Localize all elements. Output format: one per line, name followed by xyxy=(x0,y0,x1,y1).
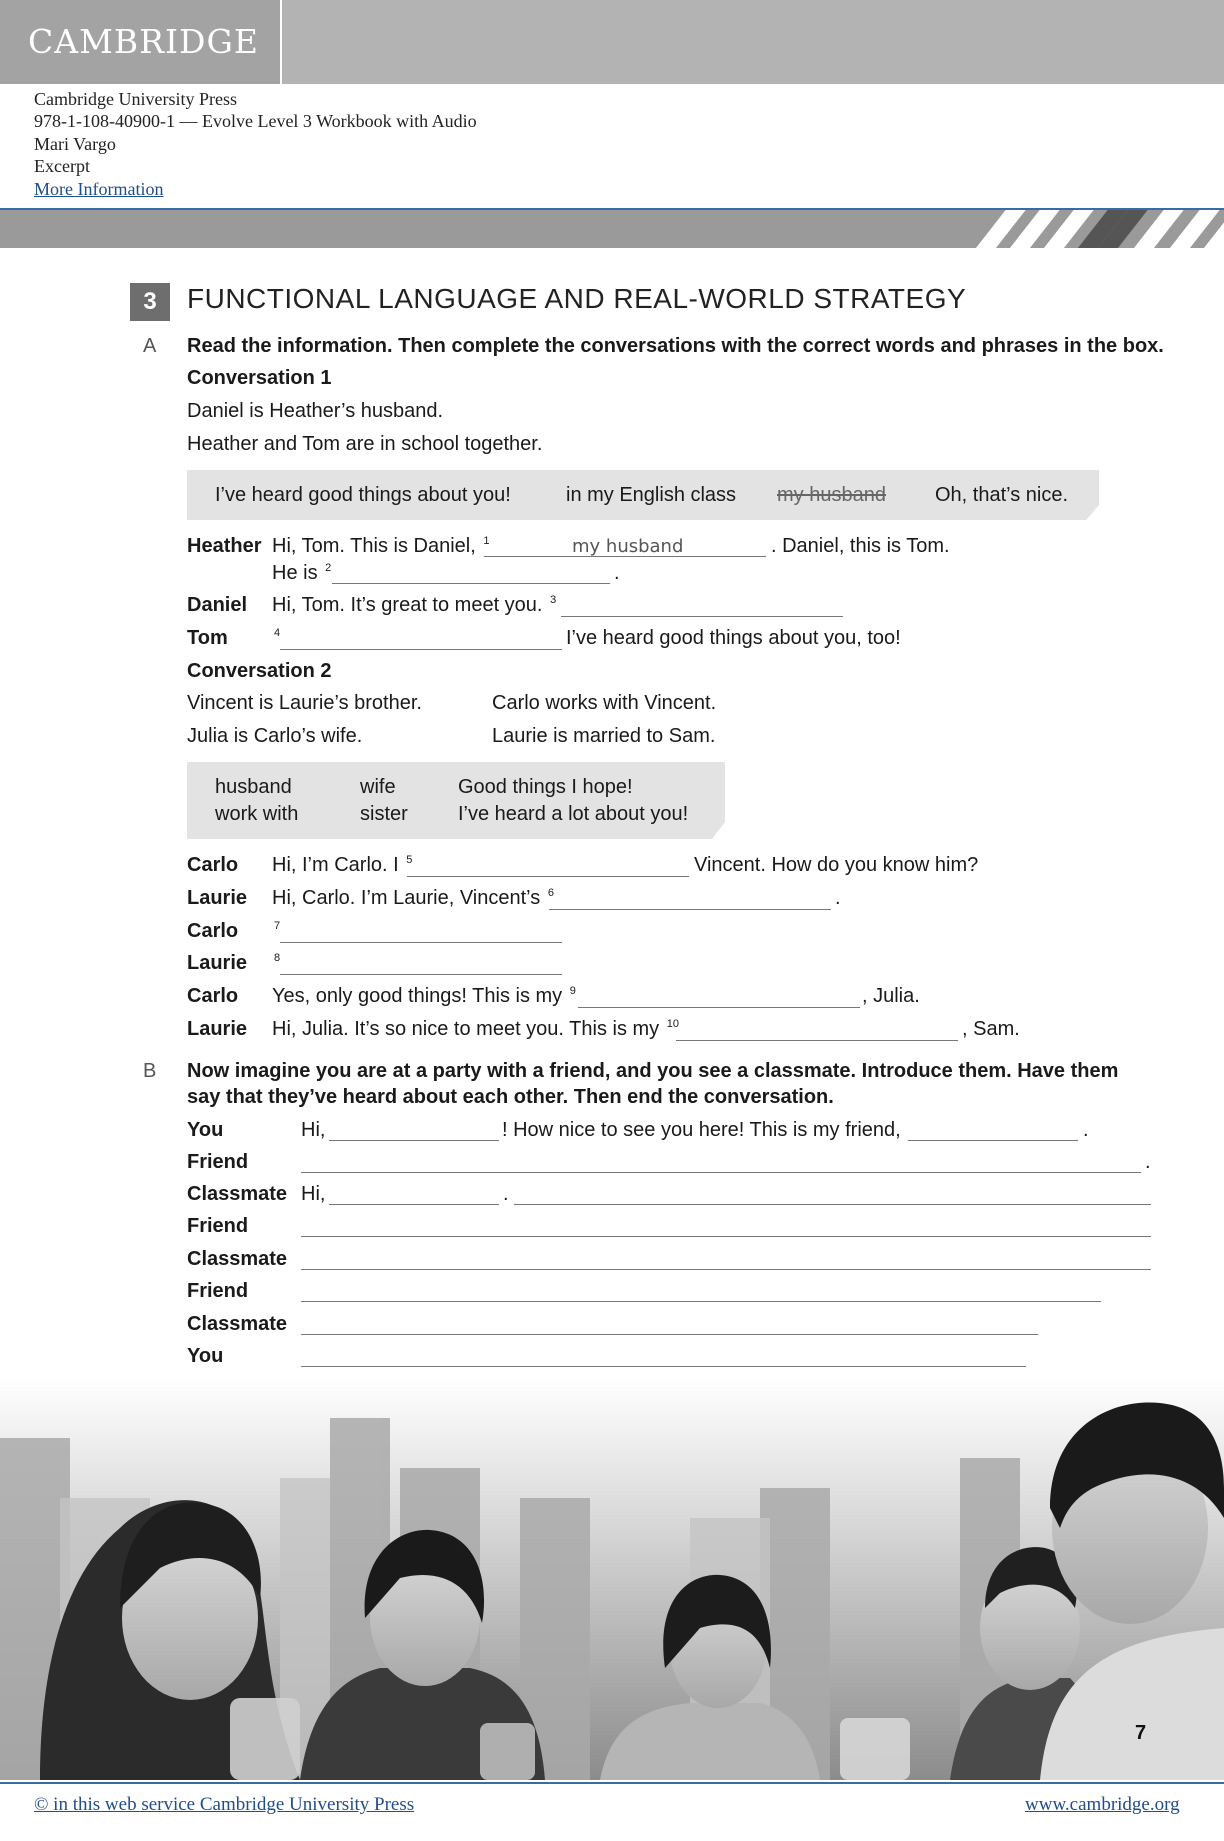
answer-blank[interactable] xyxy=(329,1140,499,1141)
isbn-title: 978-1-108-40900-1 — Evolve Level 3 Workbook with Audio xyxy=(34,111,477,131)
word-box-item: I’ve heard good things about you! xyxy=(215,484,511,506)
word-box-item-crossed: my husband xyxy=(777,484,886,506)
more-information-link[interactable]: More Information xyxy=(34,179,164,199)
speaker-label: Friend xyxy=(187,1215,249,1237)
publisher: Cambridge University Press xyxy=(34,89,237,109)
dialogue-line-end: , Sam. xyxy=(962,1018,1020,1040)
word-box-item: husband xyxy=(215,776,292,798)
footer-rule xyxy=(0,1782,1224,1784)
author: Mari Vargo xyxy=(34,134,116,154)
answer-blank[interactable] xyxy=(329,1204,499,1205)
speaker-label: Classmate xyxy=(187,1313,288,1335)
website-link[interactable]: www.cambridge.org xyxy=(1025,1794,1180,1815)
answer-blank[interactable] xyxy=(514,1204,1151,1205)
dialogue-line-end: . xyxy=(614,562,620,584)
logo-text: CAMBRIDGE xyxy=(28,22,259,61)
word-box-item: Good things I hope! xyxy=(458,776,633,798)
part-b-instruction: say that they’ve heard about each other. Then end the conversation. xyxy=(187,1086,834,1108)
cambridge-logo xyxy=(0,0,282,84)
answer-blank-3[interactable] xyxy=(561,616,843,617)
answer-blank[interactable] xyxy=(301,1269,1151,1270)
dialogue-line: Hi, I’m Carlo. I $^5$ xyxy=(272,854,413,876)
dialogue-text: . xyxy=(1145,1151,1151,1173)
answer-blank-9[interactable] xyxy=(578,1007,860,1008)
word-box-item: sister xyxy=(360,803,408,825)
dialogue-line: He is $^2$ xyxy=(272,562,332,584)
word-box-item: Oh, that’s nice. xyxy=(935,484,1069,506)
conv1-info: Daniel is Heather’s husband. xyxy=(187,400,444,422)
conv2-info: Laurie is married to Sam. xyxy=(492,725,716,747)
speaker-label: Carlo xyxy=(187,854,239,876)
dialogue-line-end: I’ve heard good things about you, too! xyxy=(566,627,901,649)
dialogue-num: 7 xyxy=(274,920,281,933)
speaker-label: Friend xyxy=(187,1151,249,1173)
speaker-label: Laurie xyxy=(187,1018,248,1040)
speaker-label: Classmate xyxy=(187,1248,288,1270)
dialogue-line: Hi, Tom. This is Daniel, $^1$ xyxy=(272,535,490,557)
copyright-link[interactable]: © in this web service Cambridge University Press xyxy=(34,1794,415,1815)
answer-blank-10[interactable] xyxy=(676,1040,958,1041)
speaker-label: Laurie xyxy=(187,952,248,974)
speaker-label: Classmate xyxy=(187,1183,288,1205)
dialogue-line: Yes, only good things! This is my $^9$ xyxy=(272,985,576,1007)
part-b-instruction: Now imagine you are at a party with a friend, and you see a classmate. Introduce them. Have them xyxy=(187,1060,1119,1082)
part-a-letter: A xyxy=(143,335,157,357)
dialogue-text: . xyxy=(1083,1119,1089,1141)
answer-blank[interactable] xyxy=(908,1140,1078,1141)
word-box-item: wife xyxy=(360,776,396,798)
dialogue-text: . xyxy=(503,1183,509,1205)
speaker-label: You xyxy=(187,1119,224,1141)
dialogue-line-end: . Daniel, this is Tom. xyxy=(771,535,950,557)
part-a-instruction: Read the information. Then complete the conversations with the correct words and phrases in the box. xyxy=(187,335,1164,357)
answer-blank-2[interactable] xyxy=(332,583,610,584)
dialogue-line: Hi, Carlo. I’m Laurie, Vincent’s $^6$ xyxy=(272,887,554,909)
speaker-label: You xyxy=(187,1345,224,1367)
dialogue-text: Hi, xyxy=(301,1119,326,1141)
answer-blank[interactable] xyxy=(301,1236,1151,1237)
section-number: 3 xyxy=(130,283,170,321)
friends-photo xyxy=(0,1378,1224,1780)
dialogue-text: ! How nice to see you here! This is my friend, xyxy=(502,1119,901,1141)
speaker-label: Friend xyxy=(187,1280,249,1302)
stripe-band xyxy=(0,210,1224,248)
word-box-item: work with xyxy=(215,803,299,825)
dialogue-line: Hi, Tom. It’s great to meet you. $^3$ xyxy=(272,594,557,616)
dialogue-line-end: . xyxy=(835,887,841,909)
dialogue-line-end: , Julia. xyxy=(862,985,920,1007)
answer-blank-8[interactable] xyxy=(280,974,562,975)
conv2-info: Carlo works with Vincent. xyxy=(492,692,717,714)
section-title: FUNCTIONAL LANGUAGE AND REAL-WORLD STRATEGY xyxy=(187,283,967,314)
speaker-label: Daniel xyxy=(187,594,248,616)
conv1-info: Heather and Tom are in school together. xyxy=(187,433,543,455)
answer-blank[interactable] xyxy=(301,1366,1026,1367)
answer-blank[interactable] xyxy=(301,1334,1038,1335)
speaker-label: Carlo xyxy=(187,985,239,1007)
conversation-1-heading: Conversation 1 xyxy=(187,367,332,389)
speaker-label: Carlo xyxy=(187,920,239,942)
conversation-2-heading: Conversation 2 xyxy=(187,660,332,682)
answer-blank-5[interactable] xyxy=(407,876,689,877)
word-box-item: in my English class xyxy=(566,484,737,506)
answer-blank[interactable] xyxy=(301,1172,1141,1173)
conv2-info: Vincent is Laurie’s brother. xyxy=(187,692,422,714)
word-box-2 xyxy=(187,762,725,839)
example-answer: my husband xyxy=(572,536,684,557)
word-box-item: I’ve heard a lot about you! xyxy=(458,803,689,825)
dialogue-text: Hi, xyxy=(301,1183,326,1205)
answer-blank-4[interactable] xyxy=(280,649,562,650)
dialogue-num: 8 xyxy=(274,952,281,965)
answer-blank[interactable] xyxy=(301,1301,1101,1302)
part-b-letter: B xyxy=(143,1060,157,1082)
speaker-label: Tom xyxy=(187,627,228,649)
speaker-label: Heather xyxy=(187,535,262,557)
excerpt-label: Excerpt xyxy=(34,156,90,176)
dialogue-num: 4 xyxy=(274,627,281,640)
speaker-label: Laurie xyxy=(187,887,248,909)
answer-blank-7[interactable] xyxy=(280,942,562,943)
dialogue-line-end: Vincent. How do you know him? xyxy=(694,854,979,876)
conv2-info: Julia is Carlo’s wife. xyxy=(187,725,363,747)
dialogue-line: Hi, Julia. It’s so nice to meet you. This is my $^{10}$ xyxy=(272,1018,679,1040)
answer-blank-6[interactable] xyxy=(549,909,831,910)
page-number: 7 xyxy=(1135,1722,1147,1744)
